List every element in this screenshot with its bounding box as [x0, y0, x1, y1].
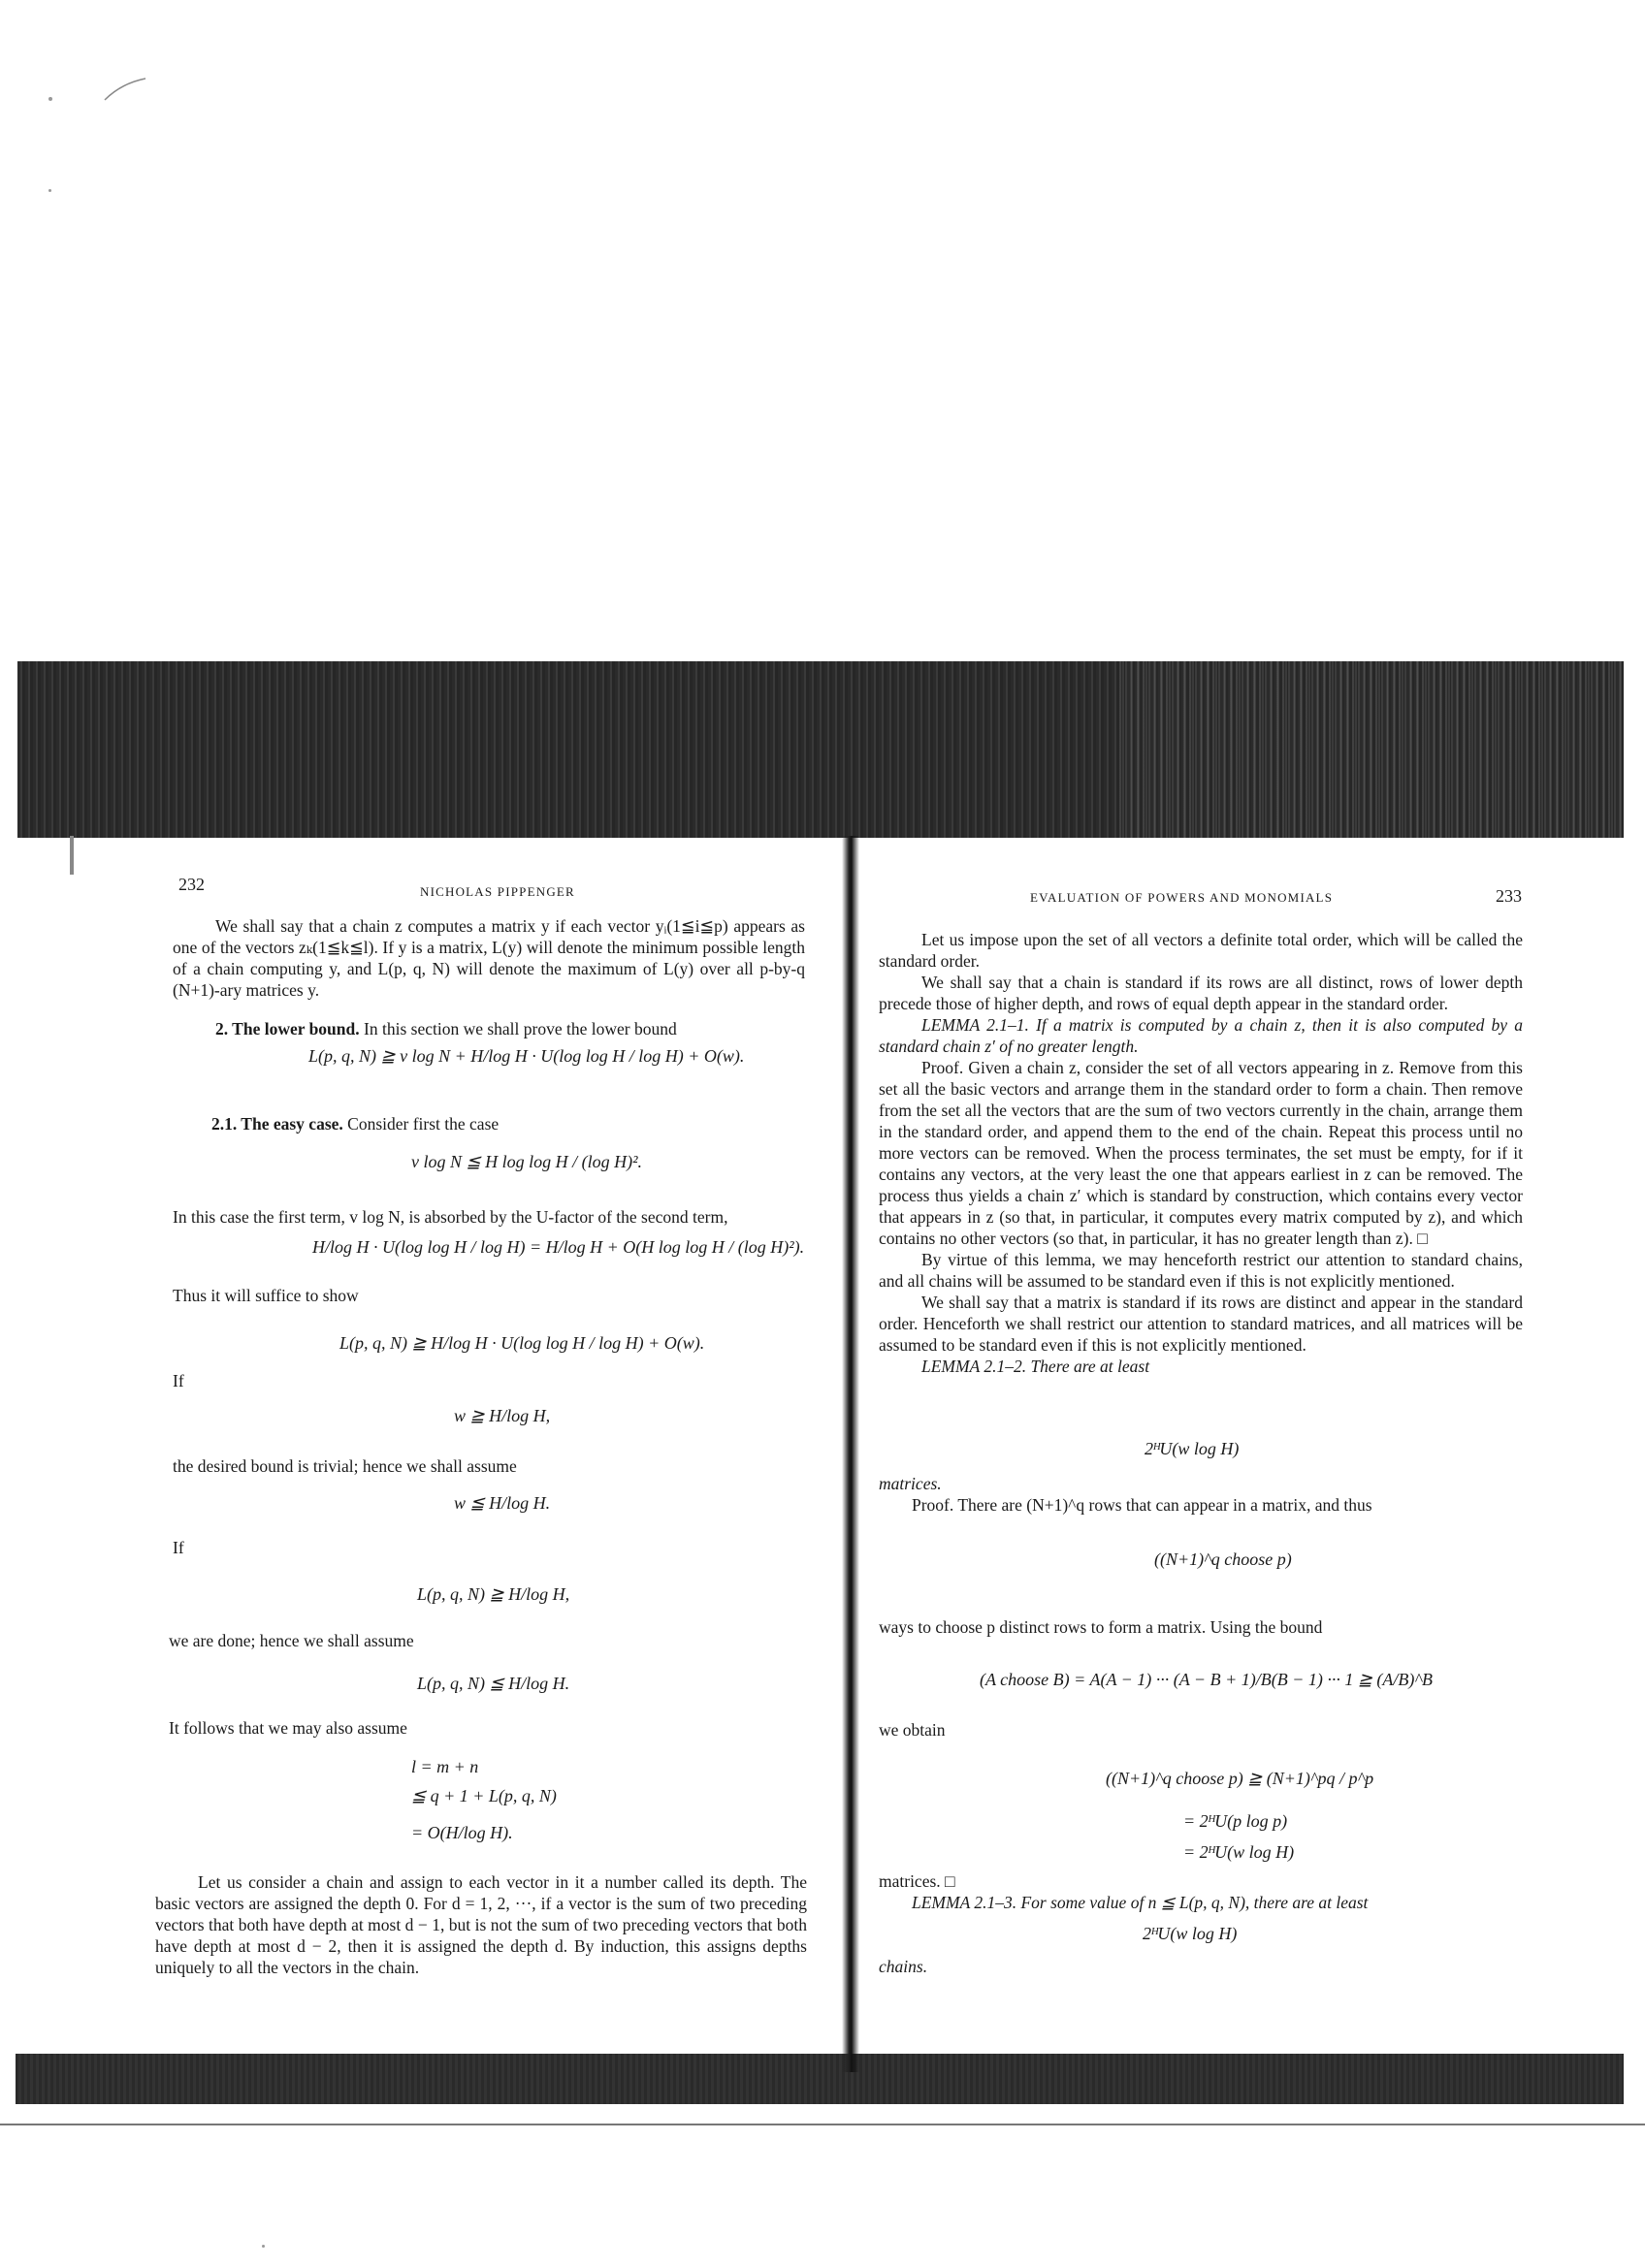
scan-shadow-top [17, 661, 1624, 838]
scan-edge-line [0, 2124, 1645, 2125]
thus-line: Thus it will suffice to show [173, 1286, 359, 1305]
if-label-1: If [173, 1371, 184, 1390]
subsection-heading [211, 1113, 813, 1134]
page-number-left: 232 [178, 875, 205, 894]
equation-u-factor: H/log H · U(log log H / log H) = H/log H + O(H log log H / (log H)²). [312, 1237, 805, 1257]
running-head-right: EVALUATION OF POWERS AND MONOMIALS [1030, 890, 1334, 905]
running-head-left: NICHOLAS PIPPENGER [420, 884, 575, 899]
left-para-2 [173, 1206, 813, 1228]
equation-obtain-2: = 2ᴴU(p log p) [1183, 1811, 1288, 1831]
equation-lower-bound [308, 1046, 744, 1067]
equation-binomial-bound: (A choose B) = A(A − 1) ··· (A − B + 1)/B(B − 1) ··· 1 ≧ (A/B)^B [980, 1670, 1433, 1689]
equation-l-bound: ≦ q + 1 + L(p, q, N) [411, 1786, 557, 1805]
standard-order-paragraph: Let us impose upon the set of all vectors a definite total order, which will be called the standard order. [879, 930, 1523, 971]
subsection-title: 2.1. The easy case. [211, 1114, 343, 1134]
lemma-2-1-1: LEMMA 2.1–1. If a matrix is computed by a chain z, then it is also computed by a standard chain z′ of no greater length. [879, 1015, 1523, 1056]
also-assume-line: It follows that we may also assume [169, 1718, 407, 1738]
equation-lemma-2-count: 2ᴴU(w log H) [1145, 1439, 1240, 1458]
virtue-paragraph: By virtue of this lemma, we may henceforth restrict our attention to standard chains, and all chains will be assumed to be standard even if this is not explicitly mentioned. [879, 1250, 1523, 1291]
depth-paragraph: Let us consider a chain and assign to each vector in it a number called its depth. The basic vectors are assigned the depth 0. For d = 1, 2, ···, if a vector is the sum of two preceding vectors that both have depth at most d − 1, but is not the sum of two preceding vectors that both have depth at most d − 2, then it is assigned the depth d. By induction, this assigns depths uniquely to all the vectors in the chain. [155, 1872, 807, 1977]
equation-binomial-rows: ((N+1)^q choose p) [1154, 1549, 1292, 1569]
proof-lemma-2-1-1: Proof. Given a chain z, consider the set of all vectors appearing in z. Remove from this set all the basic vectors and arrange them in the standard order to form a chain. Then remove from the set all the vectors that are the sum of two vectors currently in the chain, arrange them in the standard order, and append them to the end of the chain. Repeat this process until no more vectors can be removed. When the process terminates, the set must be empty, for if it contains any vectors, at the very least the one that appears earliest in z can be removed. The process thus yields a chain z′ which is standard by construction, which contains every vector that appears in z (so that, in particular, it computes every matrix computed by z), and which contains no other vectors (so that, in particular, it has no greater length than z). □ [879, 1058, 1523, 1248]
equation-obtain-3: = 2ᴴU(w log H) [1183, 1842, 1295, 1862]
section-title: 2. The lower bound. [215, 1019, 360, 1038]
chains-label: chains. [879, 1957, 928, 1976]
equation-l-leq: L(p, q, N) ≦ H/log H. [417, 1674, 570, 1693]
equation-suffice: L(p, q, N) ≧ H/log H · U(log log H / log H) + O(w). [339, 1333, 705, 1353]
standard-matrix-paragraph: We shall say that a matrix is standard if its rows are distinct and appear in the standard order. Henceforth we shall restrict our attention to standard matrices, and all matrices will be assumed to be standard even if this is not explicitly mentioned. [879, 1293, 1523, 1355]
left-para-depth [155, 1871, 807, 1978]
equation-l-equals: l = m + n [411, 1757, 479, 1776]
page-edge-mark [70, 836, 74, 875]
equation-w-leq: w ≦ H/log H. [454, 1493, 551, 1513]
matrices-label-2: matrices. □ [879, 1871, 955, 1891]
section-2-heading [215, 1018, 817, 1039]
equation-w-geq: w ≧ H/log H, [454, 1406, 551, 1425]
trivial-line: the desired bound is trivial; hence we shall assume [173, 1456, 517, 1476]
lemma-2-1-3: LEMMA 2.1–3. For some value of n ≦ L(p, q, N), there are at least [912, 1893, 1369, 1912]
equation-l-order: = O(H/log H). [411, 1823, 513, 1842]
dust-speck [48, 97, 52, 101]
we-obtain-line: we obtain [879, 1720, 946, 1740]
book-gutter [842, 836, 859, 2072]
done-line: we are done; hence we shall assume [169, 1631, 414, 1650]
dust-speck [48, 189, 51, 192]
left-para-1 [173, 915, 805, 1001]
definition-paragraph: We shall say that a chain z computes a matrix y if each vector yᵢ(1≦i≦p) appears as one of the vectors zₖ(1≦k≦l). If y is a matrix, L(y) will denote the minimum possible length of a chain computing y, and L(p, q, N) will denote the maximum of L(y) over all p-by-q (N+1)-ary matrices y. [173, 916, 805, 1000]
scan-shadow-bottom [16, 2054, 1624, 2104]
proof-lemma-2-1-2: Proof. There are (N+1)^q rows that can appear in a matrix, and thus [912, 1495, 1372, 1515]
right-text-block [879, 929, 1523, 1377]
page-number-right: 233 [1496, 886, 1522, 906]
pen-mark [102, 76, 150, 105]
equation-l-geq: L(p, q, N) ≧ H/log H, [417, 1584, 570, 1604]
if-label-2: If [173, 1538, 184, 1557]
subsection-intro: Consider first the case [347, 1114, 500, 1134]
dust-speck [262, 2245, 265, 2248]
ways-line: ways to choose p distinct rows to form a matrix. Using the bound [879, 1617, 1323, 1637]
matrices-label-1: matrices. [879, 1474, 942, 1493]
equation-text: L(p, q, N) ≧ v log N + H/log H · U(log log H / log H) + O(w). [308, 1046, 745, 1066]
absorbed-paragraph: In this case the first term, v log N, is absorbed by the U-factor of the second term, [173, 1207, 728, 1227]
equation-obtain-1: ((N+1)^q choose p) ≧ (N+1)^pq / p^p [1106, 1769, 1374, 1788]
equation-lemma-3-count: 2ᴴU(w log H) [1143, 1924, 1238, 1943]
section-intro: In this section we shall prove the lower bound [364, 1019, 677, 1038]
lemma-2-1-2: LEMMA 2.1–2. There are at least [921, 1357, 1150, 1376]
standard-chain-paragraph: We shall say that a chain is standard if its rows are all distinct, rows of lower depth precede those of higher depth, and rows of equal depth appear in the standard order. [879, 973, 1523, 1013]
equation-easy-case: v log N ≦ H log log H / (log H)². [411, 1152, 642, 1171]
